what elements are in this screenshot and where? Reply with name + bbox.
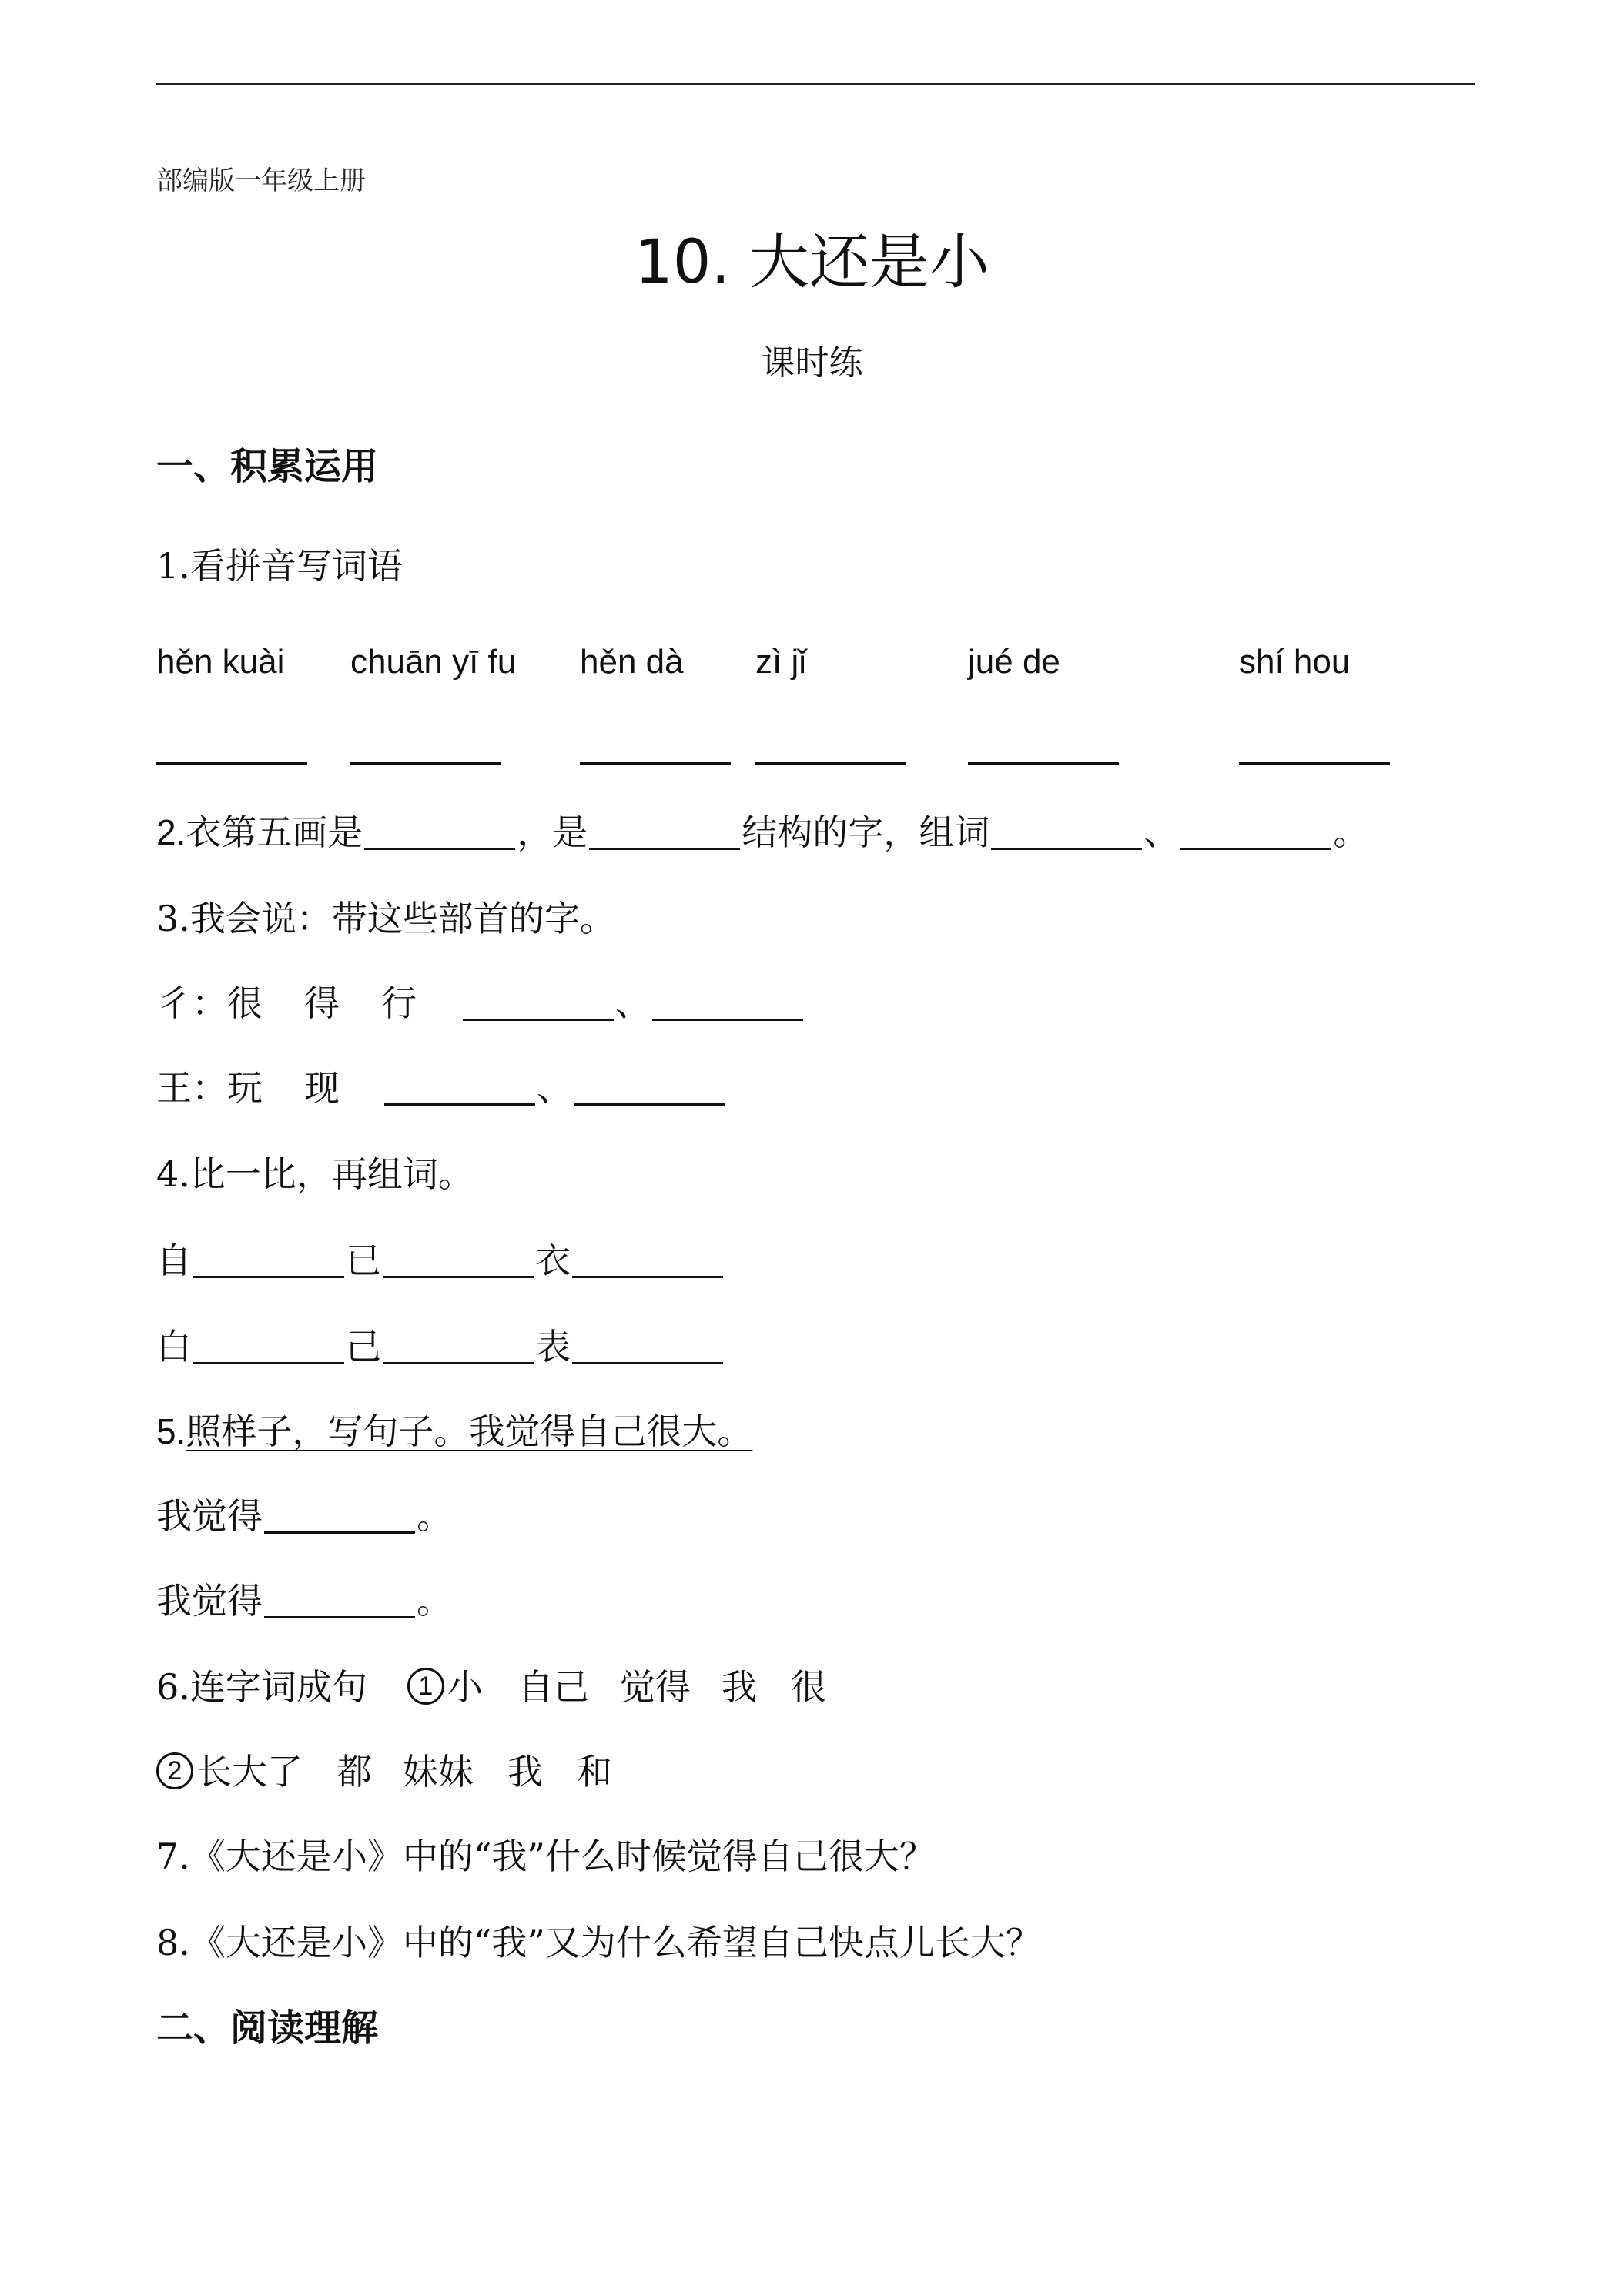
question-6-row-1 [156,1666,826,1708]
answer-blank[interactable] [572,1245,723,1278]
circled-number: 2 [156,1752,193,1789]
answer-blank[interactable] [1239,762,1390,765]
pinyin-4: zì jǐ [755,643,806,681]
question-2-text: 。 [1333,812,1369,853]
answer-blank[interactable] [589,817,740,850]
question-2 [156,812,1369,853]
radical-chars: 王：玩 [156,1067,263,1109]
answer-blank[interactable] [968,762,1119,765]
edition-label: 部编版一年级上册 [156,166,366,196]
question-4-row-1 [156,1240,725,1281]
pinyin-3: hěn dà [580,643,684,681]
answer-blank[interactable] [463,988,614,1021]
word: 妹妹 [403,1751,474,1792]
pinyin-5: jué de [968,643,1060,681]
answer-blank[interactable] [652,988,803,1021]
compare-char: 自 [156,1240,192,1281]
word: 都 [337,1751,372,1792]
question-6-row-2 [156,1751,612,1792]
question-2-text: 、 [1143,812,1180,853]
question-5-row-1 [156,1495,452,1537]
question-4-row-2 [156,1326,725,1367]
answer-blank[interactable] [193,1331,344,1364]
question-8: 8.《大还是小》中的“我”又为什么希望自己快点儿长大？ [156,1922,1041,1963]
answer-blank[interactable] [193,1245,344,1278]
radical-char: 得 [304,982,340,1024]
compare-char: 己 [346,1326,381,1367]
sentence-lead: 我觉得 [156,1580,263,1622]
word: 我 [507,1751,543,1792]
compare-char: 表 [535,1326,571,1367]
answer-blank[interactable] [350,762,501,765]
radical-chars: 彳：很 [156,982,263,1024]
answer-blank[interactable] [264,1585,415,1618]
section-heading-1: 一、积累运用 [156,445,379,488]
question-5-row-2 [156,1580,452,1622]
word: 自己 [517,1666,589,1708]
answer-blank[interactable] [991,817,1142,850]
header-rule [156,83,1475,85]
pinyin-2: chuān yī fu [350,643,517,681]
answer-blank[interactable] [572,1331,723,1364]
question-2-text: 结构的字，组词 [742,812,990,853]
separator: 、 [615,982,651,1024]
word: 和 [577,1751,612,1792]
pinyin-6: shí hou [1239,643,1351,681]
question-1-label: 1.看拼音写词语 [156,545,403,587]
answer-blank[interactable] [264,1501,415,1534]
answer-blank[interactable] [574,1073,725,1106]
question-4-label: 4.比一比，再组词。 [156,1153,474,1195]
question-6-label: 6.连字词成句 [156,1666,367,1708]
question-2-number: 2. [156,812,186,852]
page-title: 10. 大还是小 [635,228,989,297]
sentence-end: 。 [417,1580,452,1622]
question-3-label: 3.我会说：带这些部首的字。 [156,898,615,939]
question-3-row-1 [156,982,805,1024]
word: 我 [721,1666,757,1708]
compare-char: 白 [156,1326,192,1367]
section-heading-2: 二、阅读理解 [156,2006,379,2050]
page-subtitle: 课时练 [761,343,863,383]
compare-char: 已 [346,1240,381,1281]
question-2-text: 衣第五画是 [186,812,363,853]
circled-number: 1 [407,1668,444,1705]
answer-blank[interactable] [755,762,906,765]
question-2-text: ，是 [517,812,588,853]
radical-char: 现 [304,1067,340,1109]
word: 觉得 [619,1666,691,1708]
word: 长大了 [196,1751,303,1792]
answer-blank[interactable] [383,1331,534,1364]
pinyin-1: hěn kuài [156,643,285,681]
answer-blank[interactable] [580,762,731,765]
word: 很 [790,1666,826,1708]
question-5-number: 5. [156,1411,186,1451]
question-3-row-2 [156,1067,726,1109]
answer-blank[interactable] [384,1073,535,1106]
question-5-text: 照样子，写句子。我觉得自己很大。 [186,1411,753,1452]
compare-char: 衣 [535,1240,571,1281]
question-5-label [156,1411,753,1452]
word: 小 [447,1666,483,1708]
answer-blank[interactable] [364,817,515,850]
sentence-lead: 我觉得 [156,1495,263,1537]
answer-blank[interactable] [383,1245,534,1278]
answer-blank[interactable] [1180,817,1331,850]
separator: 、 [537,1067,572,1109]
question-7: 7.《大还是小》中的“我”什么时候觉得自己很大？ [156,1836,935,1877]
radical-char: 行 [381,982,417,1024]
sentence-end: 。 [417,1495,452,1537]
answer-blank[interactable] [156,762,307,765]
